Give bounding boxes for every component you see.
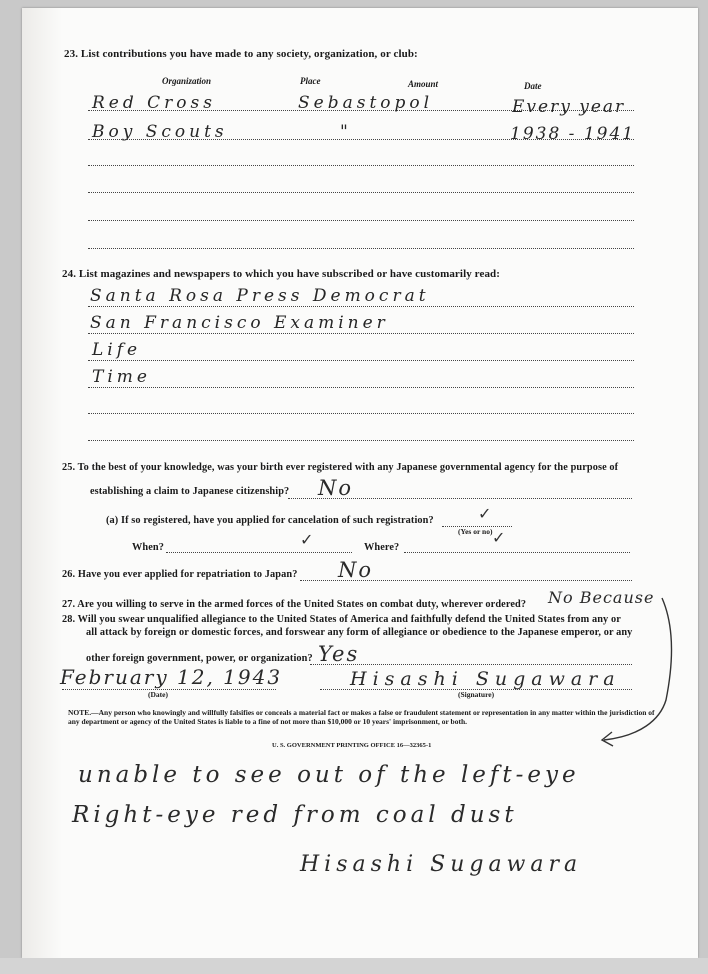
handwritten-note-line1: unable to see out of the left-eye	[78, 762, 580, 788]
q27-answer: No Because	[548, 588, 655, 607]
q24-line-6	[88, 440, 634, 441]
question-23: 23. List contributions you have made to any society, organization, or club:	[64, 48, 418, 60]
q24-line-2	[88, 333, 634, 334]
q24-entry-2: San Francisco Examiner	[90, 313, 389, 333]
q24-entry-4: Time	[92, 367, 151, 387]
header-date: Date	[524, 81, 542, 91]
q24-entry-3: Life	[92, 340, 142, 360]
q24-line-4	[88, 387, 634, 388]
question-24: 24. List magazines and newspapers to which you have subscribed or have customarily read:	[62, 268, 501, 280]
header-amount: Amount	[408, 79, 439, 89]
q23-line-1	[88, 110, 634, 111]
printer-line: U. S. GOVERNMENT PRINTING OFFICE 16—32365-1	[272, 742, 432, 749]
question-28-line2: all attack by foreign or domestic forces, and forswear any form of allegiance or obedience to the Japanese emperor, or any	[86, 627, 633, 638]
scan-bottom-edge	[0, 958, 708, 974]
question-26: 26. Have you ever applied for repatriation to Japan?	[62, 569, 298, 580]
q23-row1-date: Every year	[512, 97, 626, 117]
when-check-mark: ✓	[300, 532, 314, 549]
when-label: When?	[132, 542, 164, 553]
q23-row2-place: "	[340, 122, 352, 142]
q28-answer: Yes	[318, 642, 360, 666]
header-organization: Organization	[162, 76, 212, 86]
q23-line-6	[88, 248, 634, 249]
legal-note: NOTE.—Any person who knowingly and willfully falsifies or conceals a material fact or makes a false or fraudulent statement or representation in any matter within the jurisdiction of any department or agency of the United States is liable to a fine of not more than $10,000 or 10 years' imprisonment, or both.	[68, 708, 655, 726]
q23-line-5	[88, 220, 634, 221]
yes-no-label: (Yes or no)	[458, 527, 493, 536]
where-label: Where?	[364, 542, 400, 553]
q24-entry-1: Santa Rosa Press Democrat	[90, 286, 430, 306]
signature-date: February 12, 1943	[60, 665, 283, 689]
question-25-line1: 25. To the best of your knowledge, was your birth ever registered with any Japanese governmental agency for the purpose of	[62, 462, 619, 473]
question-28-line3: other foreign government, power, or organization?	[86, 653, 313, 664]
q25a-check-mark: ✓	[478, 506, 492, 523]
handwritten-note-signature: Hisashi Sugawara	[300, 852, 583, 877]
page-gutter-shadow	[22, 8, 62, 958]
question-27: 27. Are you willing to serve in the armed forces of the United States on combat duty, wherever ordered?	[62, 599, 527, 610]
q24-line-1	[88, 306, 634, 307]
question-25-line2: establishing a claim to Japanese citizenship?	[90, 486, 290, 497]
q23-line-3	[88, 165, 634, 166]
q23-row2-organization: Boy Scouts	[92, 122, 228, 142]
q24-line-3	[88, 360, 634, 361]
q26-answer-line	[300, 580, 632, 581]
handwritten-note-line2: Right-eye red from coal dust	[72, 802, 518, 828]
q24-line-5	[88, 413, 634, 414]
q23-line-4	[88, 192, 634, 193]
where-check-mark: ✓	[492, 530, 506, 547]
question-28-line1: 28. Will you swear unqualified allegiance to the United States of America and faithfully defend the United States from any or	[62, 614, 621, 625]
q25-answer: No	[318, 476, 354, 500]
q23-row2-date: 1938 - 1941	[510, 124, 636, 144]
q26-answer: No	[338, 558, 374, 582]
q23-line-2	[88, 139, 634, 140]
where-line	[404, 552, 630, 553]
handwritten-arrow	[580, 590, 680, 750]
signature-value: Hisashi Sugawara	[350, 668, 621, 690]
when-line	[166, 552, 352, 553]
date-label: (Date)	[148, 690, 168, 699]
date-line	[62, 689, 276, 690]
header-place: Place	[300, 76, 321, 86]
signature-label: (Signature)	[458, 690, 495, 699]
q23-row1-organization: Red Cross	[92, 93, 216, 113]
q23-row1-place: Sebastopol	[298, 93, 434, 113]
q25-answer-line	[288, 498, 632, 499]
question-25a: (a) If so registered, have you applied for cancelation of such registration?	[106, 515, 434, 526]
